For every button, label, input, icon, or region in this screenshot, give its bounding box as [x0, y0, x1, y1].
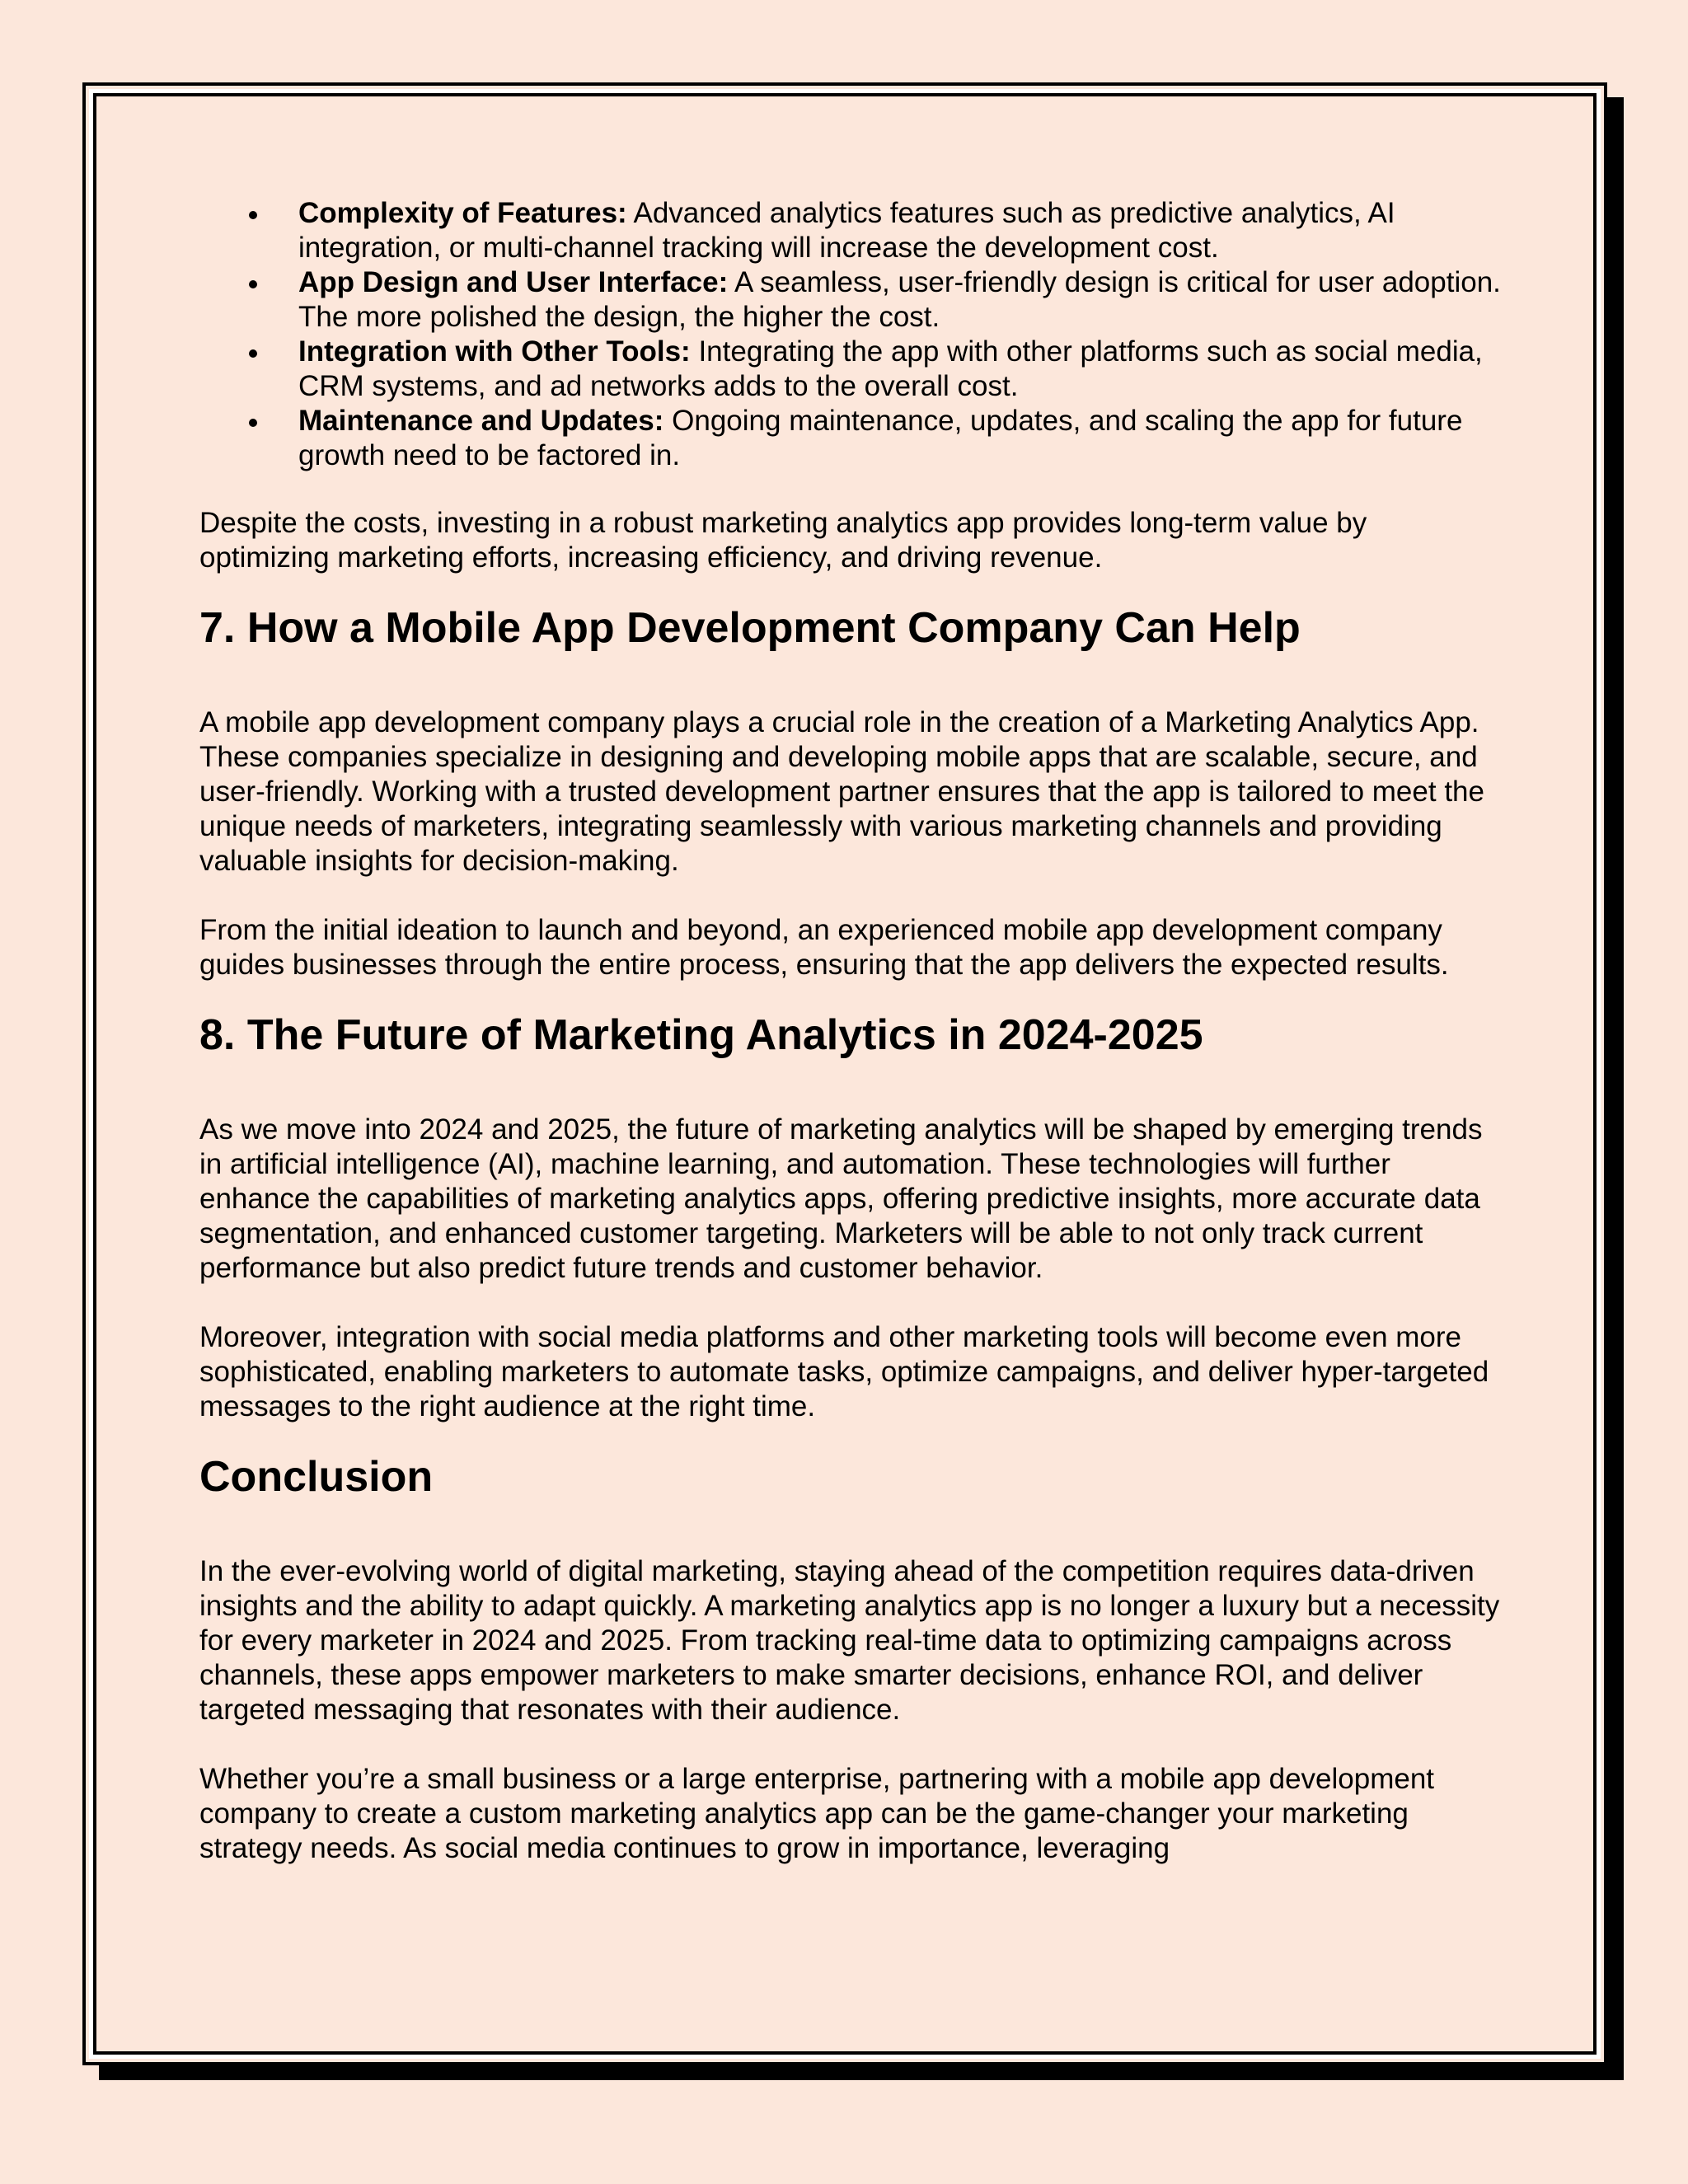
paragraph-future-trends: As we move into 2024 and 2025, the future of marketing analytics will be shaped by emerging trends in artificial intelligence (AI), machine learning, and automation. These technologies will further enhance the capabilities of marketing analytics apps, offering predictive insights, more accurate data segmentation, and enhanced customer targeting. Marketers will be able to not only track current performance but also predict future trends and customer behavior. [199, 1113, 1483, 1284]
list-item-text: Integrating the app with other platforms such as social media, CRM systems, and ad networks adds to the overall cost. [298, 335, 1483, 402]
heading-conclusion: Conclusion [199, 1453, 434, 1501]
paragraph-company-process: From the initial ideation to launch and beyond, an experienced mobile app development company guides businesses through the entire process, ensuring that the app delivers the expected results. [199, 914, 1449, 981]
cost-factors-list [199, 196, 1502, 473]
paragraph-conclusion-2: Whether you’re a small business or a large enterprise, partnering with a mobile app development company to create a custom marketing analytics app can be the game-changer your marketing strategy needs. As social media continues to grow in importance, leveraging [199, 1763, 1435, 1864]
list-item-title: App Design and User Interface: [298, 266, 729, 298]
paragraph-company-role: A mobile app development company plays a crucial role in the creation of a Marketing Analytics App. These companies specialize in designing and developing mobile apps that are scalable, secure, and user-friendly. Working with a trusted development partner ensures that the app is tailored to meet the unique needs of marketers, integrating seamlessly with various marketing channels and providing valuable insights for decision-making. [199, 706, 1484, 877]
list-item-title: Integration with Other Tools: [298, 335, 691, 368]
bullet-icon [249, 280, 257, 288]
heading-section-8: 8. The Future of Marketing Analytics in 2024-2025 [199, 1011, 1203, 1059]
heading-section-7: 7. How a Mobile App Development Company Can Help [199, 604, 1301, 652]
bullet-icon [249, 419, 257, 427]
paragraph-costs-summary: Despite the costs, investing in a robust marketing analytics app provides long-term value by optimizing marketing efforts, increasing efficiency, and driving revenue. [199, 507, 1367, 574]
paragraph-conclusion-1: In the ever-evolving world of digital marketing, staying ahead of the competition requires data-driven insights and the ability to adapt quickly. A marketing analytics app is no longer a luxury but a necessity for every marketer in 2024 and 2025. From tracking real-time data to optimizing campaigns across channels, these apps empower marketers to make smarter decisions, enhance ROI, and deliver targeted messaging that resonates with their audience. [199, 1555, 1500, 1726]
list-item-title: Maintenance and Updates: [298, 405, 664, 437]
bullet-icon [249, 211, 257, 219]
bullet-icon [249, 349, 257, 358]
list-item [199, 265, 1502, 335]
list-item [199, 404, 1502, 473]
list-item [199, 335, 1502, 404]
list-item [199, 196, 1502, 265]
document-body [199, 196, 1502, 1866]
list-item-text: A seamless, user-friendly design is critical for user adoption. The more polished the design, the higher the cost. [298, 266, 1501, 333]
list-item-title: Complexity of Features: [298, 197, 627, 229]
list-item-text: Advanced analytics features such as predictive analytics, AI integration, or multi-channel tracking will increase the development cost. [298, 197, 1395, 264]
paragraph-future-integration: Moreover, integration with social media platforms and other marketing tools will become even more sophisticated, enabling marketers to automate tasks, optimize campaigns, and deliver hyper-targeted messages to the right audience at the right time. [199, 1321, 1489, 1422]
list-item-text: Ongoing maintenance, updates, and scaling the app for future growth need to be factored in. [298, 405, 1463, 471]
